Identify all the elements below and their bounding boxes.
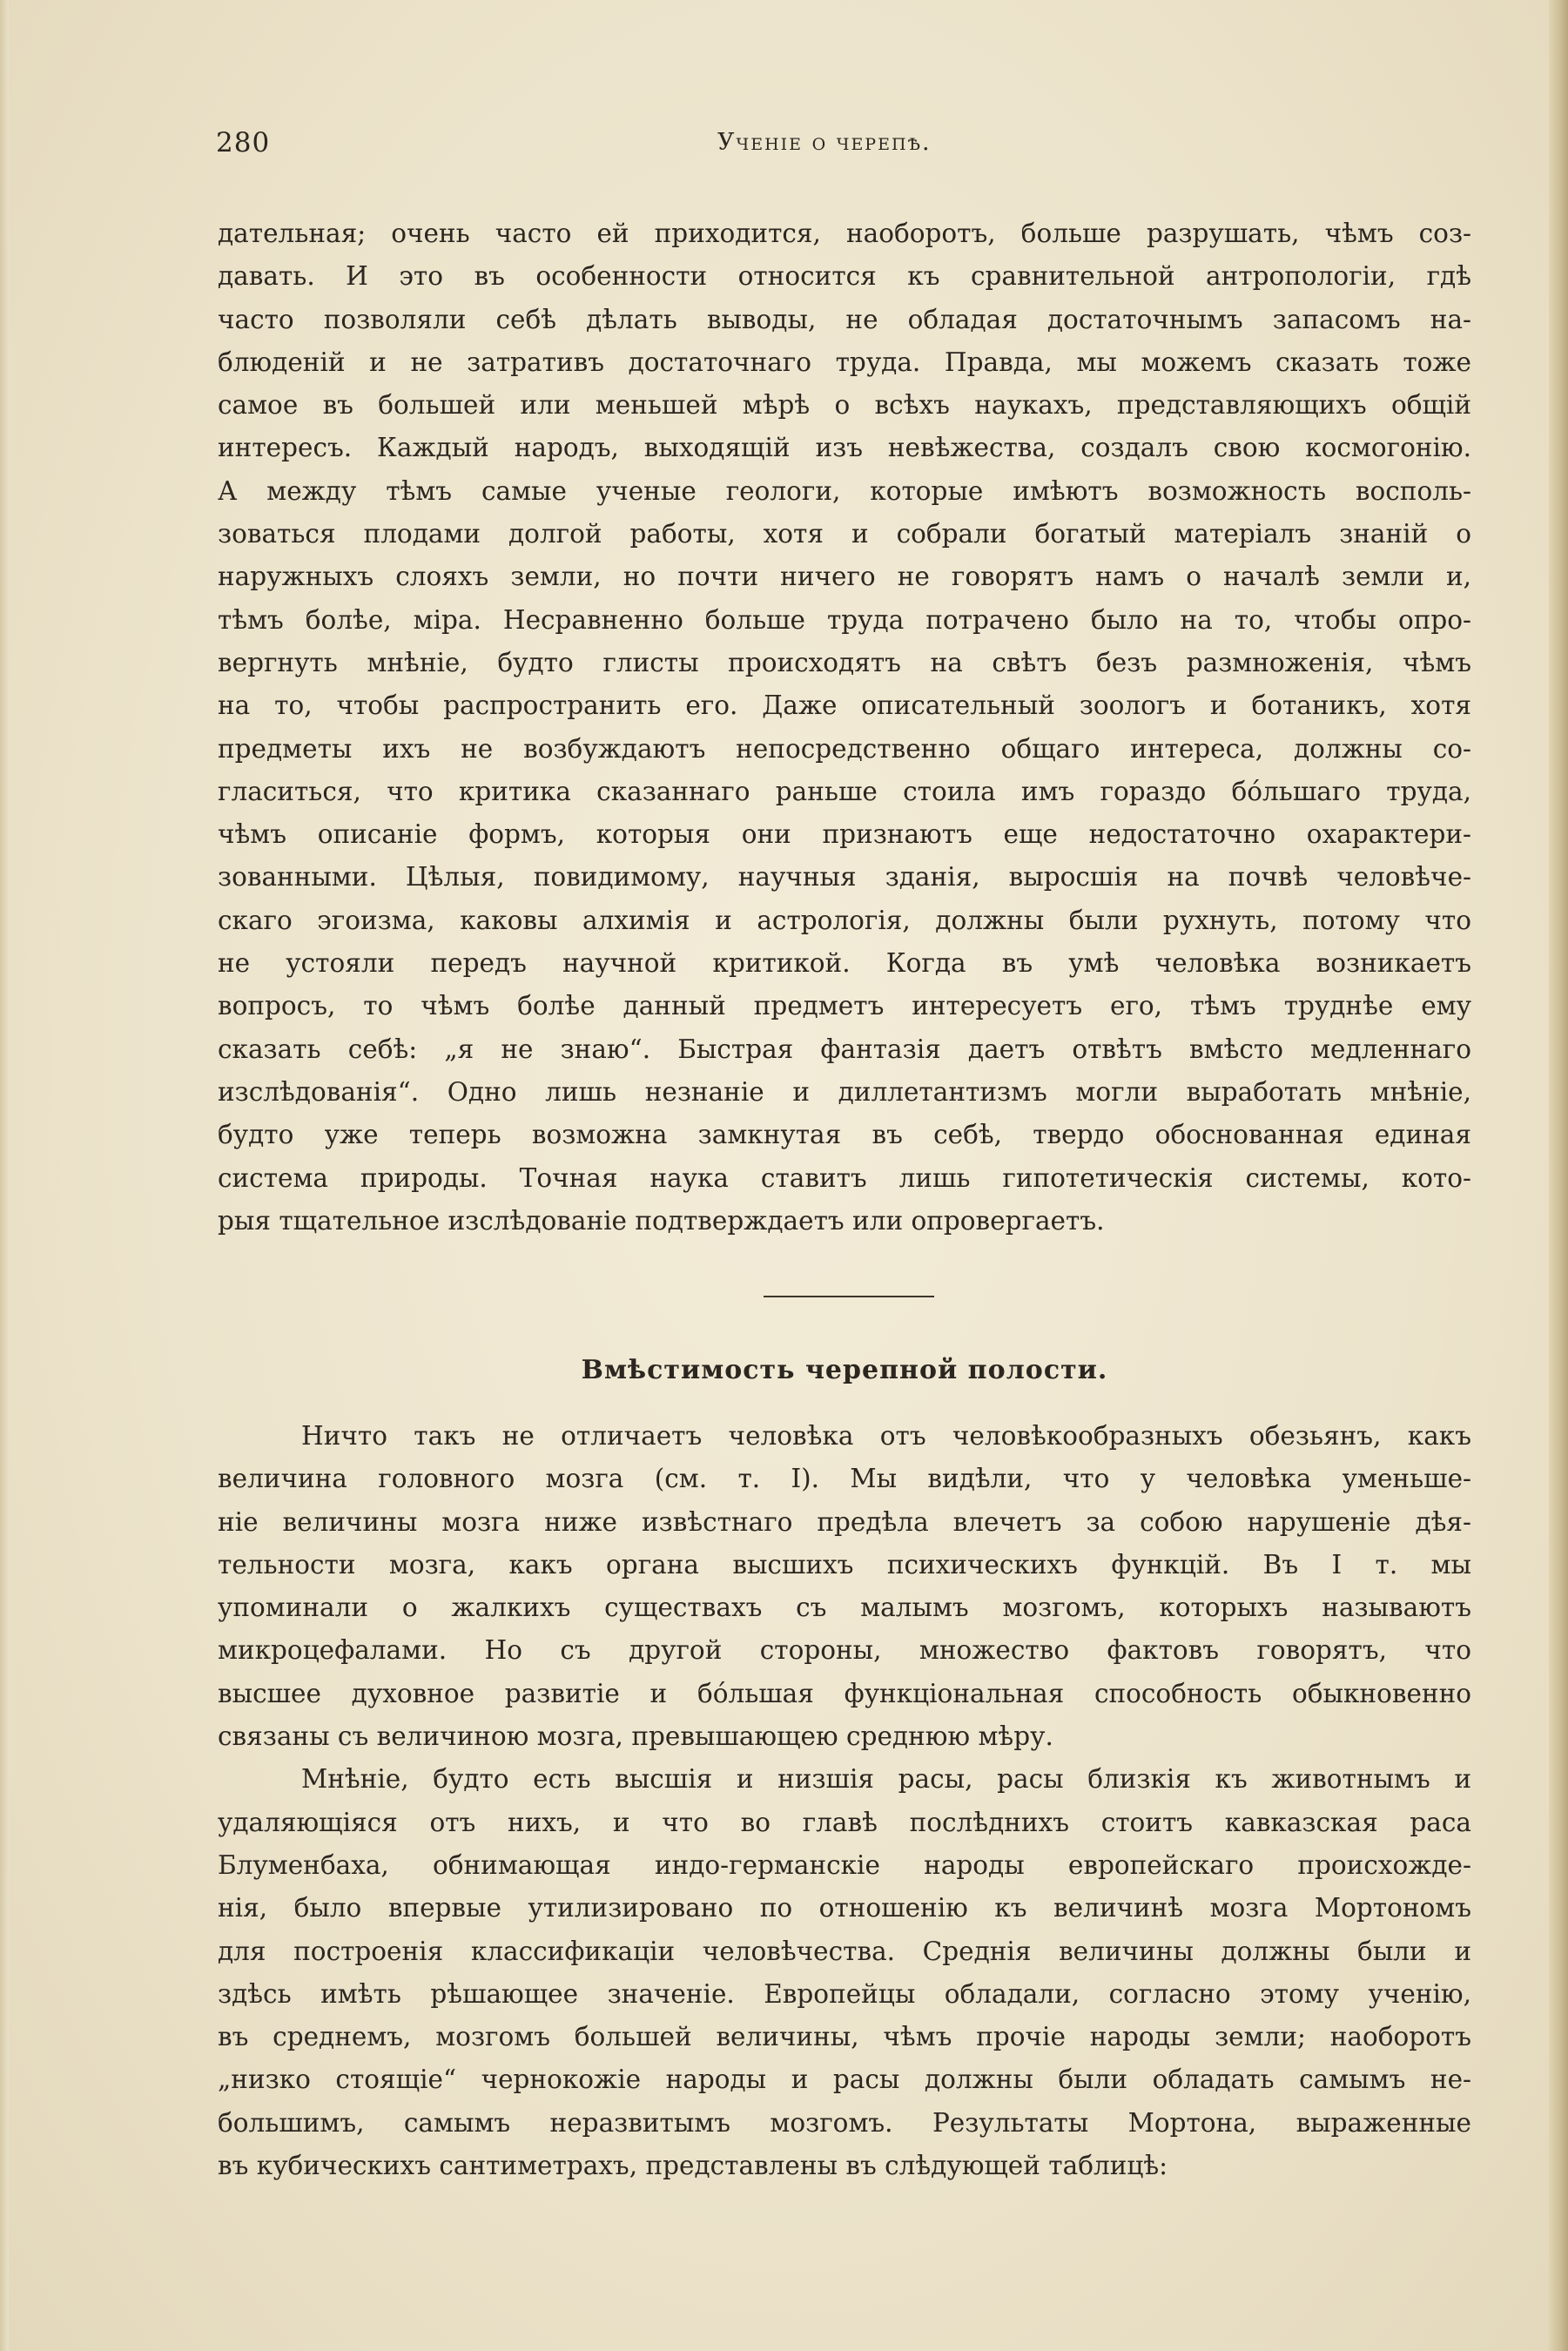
text-line: „низко стоящiе“ чернокожiе народы и расы должны были обладать самымъ не-: [218, 2065, 1471, 2095]
text-line: въ кубическихъ сантиметрахъ, представлены въ слѣдующей таблицѣ:: [218, 2151, 1168, 2181]
text-line: интересъ. Каждый народъ, выходящiй изъ невѣжества, создалъ свою космогонiю.: [218, 433, 1471, 463]
text-line: для построенiя классификацiи человѣчества. Среднiя величины должны были и: [218, 1936, 1471, 1966]
text-line: скаго эгоизма, каковы алхимiя и астрологiя, должны были рухнуть, потому что: [218, 905, 1471, 935]
text-line: нiя, было впервые утилизировано по отношенiю къ величинѣ мозга Мортономъ: [218, 1893, 1471, 1923]
page-left-edge: [0, 0, 9, 2351]
page-right-edge: [1549, 0, 1568, 2351]
text-line: въ среднемъ, мозгомъ большей величины, чѣмъ прочiе народы земли; наоборотъ: [218, 2022, 1471, 2052]
text-line: зованными. Цѣлыя, повидимому, научныя зданiя, выросшiя на почвѣ человѣче-: [218, 862, 1471, 893]
text-line: Мнѣнiе, будто есть высшiя и низшiя расы, расы близкiя къ животнымъ и: [301, 1764, 1471, 1795]
text-line: будто уже теперь возможна замкнутая въ себѣ, твердо обоснованная единая: [218, 1120, 1471, 1150]
text-line: не устояли передъ научной критикой. Когда въ умѣ человѣка возникаетъ: [218, 948, 1471, 979]
text-line: на то, чтобы распространить его. Даже описательный зоологъ и ботаникъ, хотя: [218, 690, 1471, 721]
text-line: связаны съ величиною мозга, превышающею среднюю мѣру.: [218, 1721, 1053, 1752]
text-line: Ничто такъ не отличаетъ человѣка отъ человѣкообразныхъ обезьянъ, какъ: [301, 1421, 1471, 1451]
text-line: изслѣдованiя“. Одно лишь незнанiе и диллетантизмъ могли выработать мнѣнiе,: [218, 1076, 1471, 1107]
text-line: здѣсь имѣть рѣшающее значенiе. Европейцы обладали, согласно этому ученiю,: [218, 1978, 1471, 2009]
text-line: самое въ большей или меньшей мѣрѣ о всѣхъ наукахъ, представляющихъ общiй: [218, 390, 1471, 421]
text-line: вергнуть мнѣнiе, будто глисты происходятъ на свѣтъ безъ размноженiя, чѣмъ: [218, 647, 1471, 677]
text-line: микроцефалами. Но съ другой стороны, множество фактовъ говорятъ, что: [218, 1635, 1471, 1666]
paragraph-continued: [218, 212, 1471, 1243]
text-line: гласиться, что критика сказаннаго раньше стоила имъ гораздо бóльшаго труда,: [218, 776, 1471, 806]
text-line: тѣмъ болѣе, мiра. Несравненно больше труда потрачено было на то, чтобы опро-: [218, 604, 1471, 635]
text-line: величина головного мозга (см. т. I). Мы видѣли, что у человѣка уменьше-: [218, 1464, 1471, 1494]
page-number: 280: [216, 127, 271, 158]
text-line: рыя тщательное изслѣдованiе подтверждаетъ или опровергаетъ.: [218, 1205, 1105, 1236]
text-line: блюденiй и не затративъ достаточнаго труда. Правда, мы можемъ сказать тоже: [218, 347, 1471, 377]
text-line: удаляющiяся отъ нихъ, и что во главѣ послѣднихъ стоитъ кавказская раса: [218, 1807, 1471, 1837]
text-line: предметы ихъ не возбуждаютъ непосредственно общаго интереса, должны со-: [218, 733, 1471, 764]
section-body: [218, 1415, 1471, 2187]
text-line: Блуменбаха, обнимающая индо-германскiе народы европейскаго происхожде-: [218, 1849, 1471, 1880]
running-title: Ученiе о черепѣ.: [717, 129, 932, 156]
page-header: [216, 127, 1470, 162]
text-line: зоваться плодами долгой работы, хотя и собрали богатый матерiалъ знанiй о: [218, 519, 1471, 549]
text-line: А между тѣмъ самые ученые геологи, которые имѣютъ возможность восполь-: [218, 475, 1471, 506]
text-line: тельности мозга, какъ органа высшихъ психическихъ функцiй. Въ I т. мы: [218, 1549, 1471, 1580]
section-divider: [764, 1296, 934, 1297]
text-line: часто позволяли себѣ дѣлать выводы, не обладая достаточнымъ запасомъ на-: [218, 304, 1471, 334]
text-line: чѣмъ описанiе формъ, которыя они признаютъ еще недостаточно охарактери-: [218, 819, 1471, 850]
text-line: система природы. Точная наука ставитъ лишь гипотетическiя системы, кото-: [218, 1162, 1471, 1193]
text-line: сказать себѣ: „я не знаю“. Быстрая фантазiя даетъ отвѣтъ вмѣсто медленнаго: [218, 1034, 1471, 1064]
text-line: упоминали о жалкихъ существахъ съ малымъ мозгомъ, которыхъ называютъ: [218, 1593, 1471, 1623]
text-line: нiе величины мозга ниже извѣстнаго предѣла влечетъ за собою нарушенiе дѣя-: [218, 1506, 1471, 1537]
section-heading: Вмѣстимость черепной полости.: [581, 1355, 1108, 1385]
text-line: высшее духовное развитiе и бóльшая функцiональная способность обыкновенно: [218, 1678, 1471, 1708]
text-line: большимъ, самымъ неразвитымъ мозгомъ. Результаты Мортона, выраженные: [218, 2107, 1471, 2138]
text-line: давать. И это въ особенности относится къ сравнительной антропологiи, гдѣ: [218, 261, 1471, 292]
text-line: наружныхъ слояхъ земли, но почти ничего не говорятъ намъ о началѣ земли и,: [218, 562, 1471, 592]
text-line: дательная; очень часто ей приходится, наоборотъ, больше разрушать, чѣмъ соз-: [218, 219, 1471, 248]
text-line: вопросъ, то чѣмъ болѣе данный предметъ интересуетъ его, тѣмъ труднѣе ему: [218, 991, 1471, 1021]
